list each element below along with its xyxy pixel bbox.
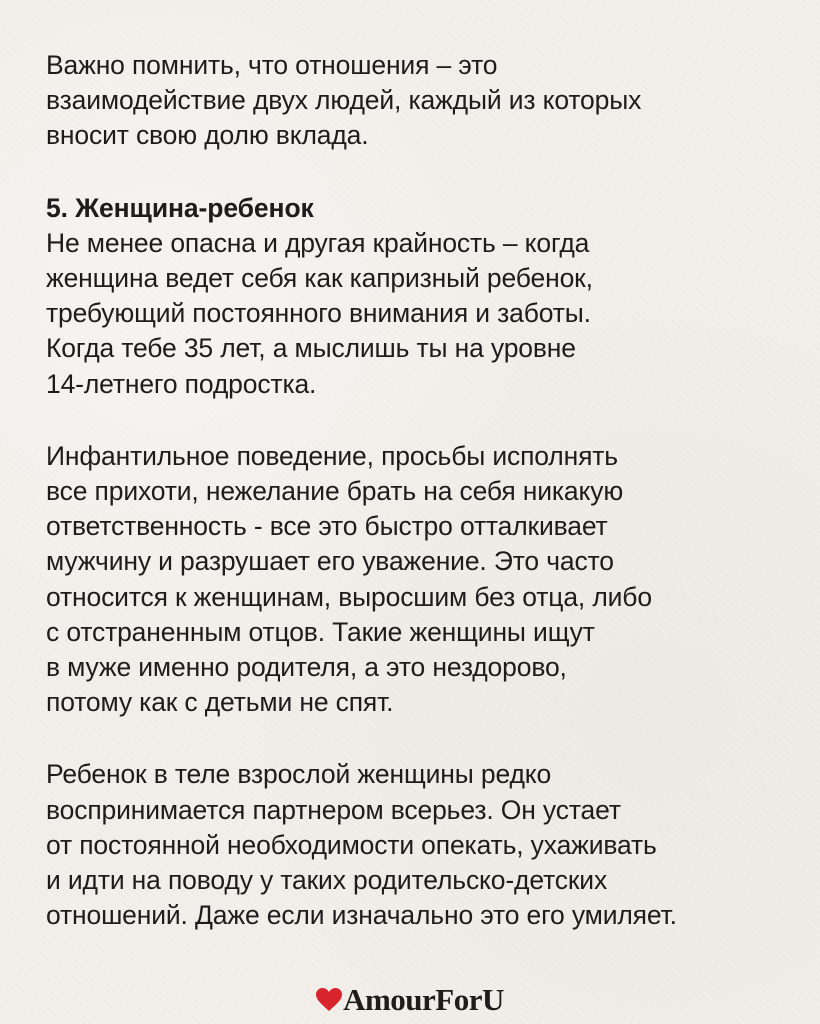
text-line: в муже именно родителя, а это нездорово,	[46, 652, 567, 683]
text-line: потому как с детьми не спят.	[46, 687, 394, 718]
intro-paragraph	[46, 48, 786, 154]
text-line: от постоянной необходимости опекать, ухаживать	[46, 829, 657, 860]
text-line: 14-летнего подростка.	[46, 368, 317, 399]
section-paragraph	[46, 226, 786, 402]
text-line: Важно помнить, что отношения – это	[46, 50, 498, 80]
text-line: Инфантильное поведение, просьбы исполнять	[46, 440, 618, 471]
text-line: женщина ведет себя как капризный ребенок,	[46, 263, 593, 294]
brand-watermark	[0, 980, 820, 1022]
text-line: взаимодействие двух людей, каждый из которых	[46, 85, 642, 116]
text-line: отношений. Даже если изначально это его умиляет.	[46, 900, 677, 931]
text-line: требующий постоянного внимания и заботы.	[46, 298, 591, 329]
paragraph-gap	[46, 720, 786, 757]
heart-icon	[316, 982, 342, 1022]
conclusion-paragraph	[46, 757, 786, 933]
text-line: Не менее опасна и другая крайность – когда	[46, 227, 590, 258]
text-line: и идти на поводу у таких родительско-детских	[46, 865, 608, 896]
section-heading: 5. Женщина-ребенок	[46, 192, 314, 223]
text-line: Когда тебе 35 лет, а мыслишь ты на уровне	[46, 333, 576, 364]
infantile-paragraph	[46, 439, 786, 721]
text-line: вносит свою долю вклада.	[46, 120, 369, 151]
brand-name: AmourForU	[343, 982, 504, 1017]
text-line: с отстраненным отцов. Такие женщины ищут	[46, 616, 595, 647]
text-line: все прихоти, нежелание брать на себя никакую	[46, 476, 624, 507]
text-line: ответственность - все это быстро отталкивает	[46, 511, 608, 542]
text-line: мужчину и разрушает его уважение. Это часто	[46, 546, 614, 577]
text-line: относится к женщинам, выросшим без отца, либо	[46, 581, 652, 612]
paragraph-gap	[46, 154, 786, 191]
article	[46, 48, 786, 933]
text-line: воспринимается партнером всерьез. Он устает	[46, 794, 621, 825]
paragraph-gap	[46, 402, 786, 439]
text-line: Ребенок в теле взрослой женщины редко	[46, 759, 552, 790]
